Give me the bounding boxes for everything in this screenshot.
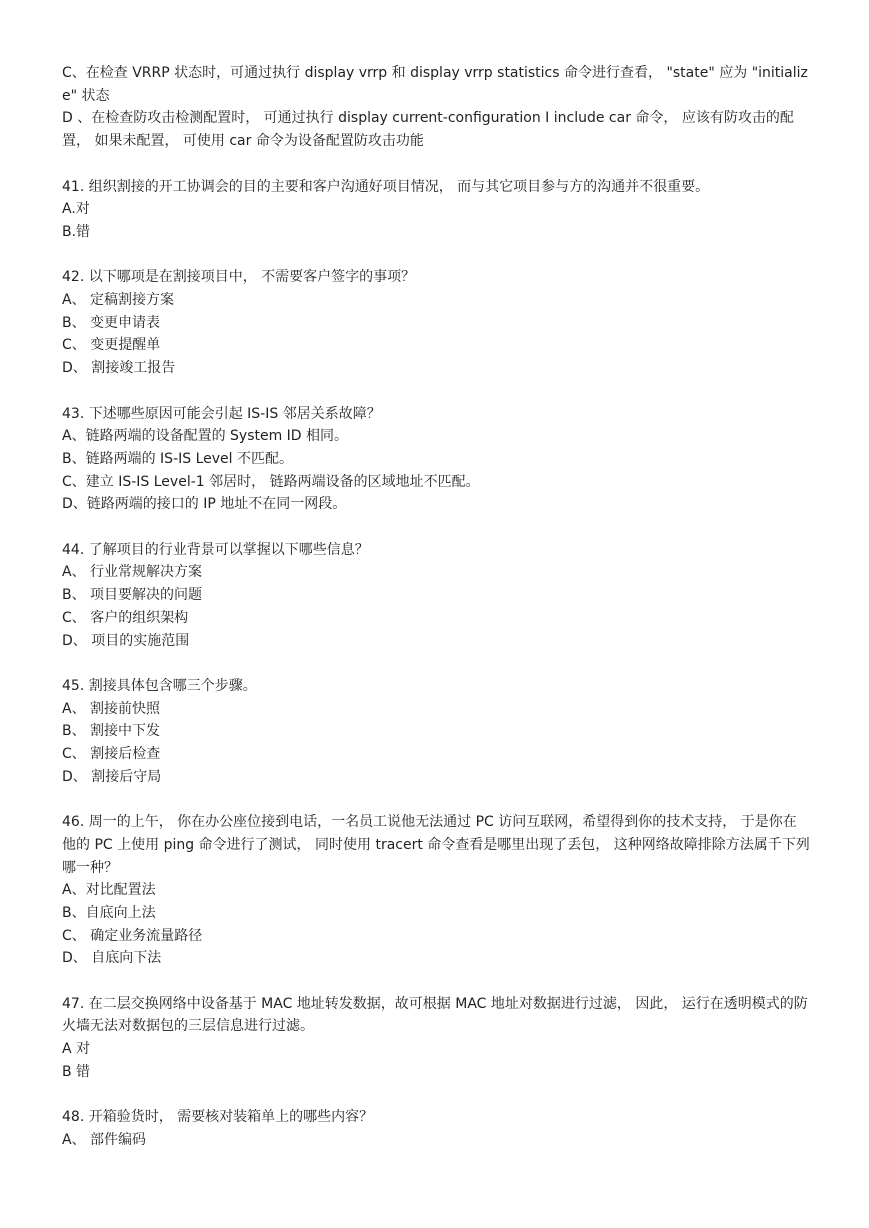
option-d: D、 割接后守局 (62, 768, 162, 785)
option-a: A、 割接前快照 (62, 700, 161, 717)
option-a: A、对比配置法 (62, 882, 156, 899)
option-a: A.对 (62, 201, 90, 218)
question-43 (62, 403, 810, 517)
intro-block (62, 62, 810, 153)
option-a: A、链路两端的设备配置的 System ID 相同。 (62, 428, 349, 445)
option-b: B、链路两端的 IS-IS Level 不匹配。 (62, 450, 293, 467)
question-44 (62, 539, 810, 653)
question-47 (62, 993, 810, 1084)
question-title: 47. 在二层交换网络中设备基于 MAC 地址转发数据，故可根据 MAC 地址对数据进行过滤， 因此， 运行在透明模式的防火墙无法对数据包的三层信息进行过滤。 (62, 995, 808, 1035)
option-c: C、 割接后检查 (62, 746, 161, 763)
question-title: 46. 周一的上午， 你在办公座位接到电话，一名员工说他无法通过 PC 访问互联网，希望得到你的技术支持， 于是你在他的 PC 上使用 ping 命令进行了测试， 同时使用 tracert 命令查看是哪里出现了丢包， 这种网络故障排除方法属千下列哪一种？ (62, 814, 810, 876)
option-d: D、链路两端的接口的 IP 地址不在同一网段。 (62, 496, 347, 513)
question-42 (62, 266, 810, 380)
option-a: A、 行业常规解决方案 (62, 564, 203, 581)
option-d: D、 割接竣工报告 (62, 360, 176, 377)
question-48 (62, 1106, 810, 1151)
question-46 (62, 811, 810, 970)
question-title: 41. 组织割接的开工协调会的目的主要和客户沟通好项目情况， 而与其它项目参与方的沟通并不很重要。 (62, 178, 710, 195)
option-c: C、建立 IS-IS Level-1 邻居时， 链路两端设备的区域地址不匹配。 (62, 473, 480, 490)
option-d: D、 自底向下法 (62, 950, 162, 967)
option-b: B、 变更申请表 (62, 314, 161, 331)
option-c-vrrp-text: C、在检查 VRRP 状态时，可通过执行 display vrrp 和 display vrrp statistics 命令进行查看， "state" 应为 "initialize" 状态 (62, 65, 808, 104)
option-d: D、 项目的实施范围 (62, 632, 190, 649)
option-b: B、 项目要解决的问题 (62, 587, 203, 604)
question-title: 43. 下述哪些原因可能会引起 IS-IS 邻居关系故障？ (62, 405, 381, 422)
question-title: 48. 开箱验货时， 需要核对装箱单上的哪些内容？ (62, 1109, 374, 1126)
option-c: C、 变更提醒单 (62, 337, 161, 354)
option-b: B 错 (62, 1063, 91, 1080)
question-title: 44. 了解项目的行业背景可以掌握以下哪些信息？ (62, 541, 369, 558)
option-b: B、 割接中下发 (62, 723, 161, 740)
document-page (62, 62, 810, 1152)
option-a: A 对 (62, 1041, 91, 1058)
option-a: A、 部件编码 (62, 1131, 147, 1148)
option-c: C、 确定业务流量路径 (62, 927, 203, 944)
option-d-anti-attack-text: D 、在检查防攻击检测配置时， 可通过执行 display current-configuration I include car 命令， 应该有防攻击的配置， 如果未配置， 可使用 car 命令为设备配置防攻击功能 (62, 110, 794, 150)
option-b: B.错 (62, 223, 91, 240)
question-45 (62, 675, 810, 789)
option-c: C、 客户的组织架构 (62, 609, 189, 626)
question-title: 42. 以下哪项是在割接项目中， 不需要客户签字的事项？ (62, 269, 416, 286)
question-41 (62, 176, 810, 244)
option-a: A、 定稿割接方案 (62, 292, 175, 308)
option-b: B、自底向上法 (62, 904, 156, 921)
question-title: 45. 割接具体包含哪三个步骤。 (62, 677, 257, 694)
